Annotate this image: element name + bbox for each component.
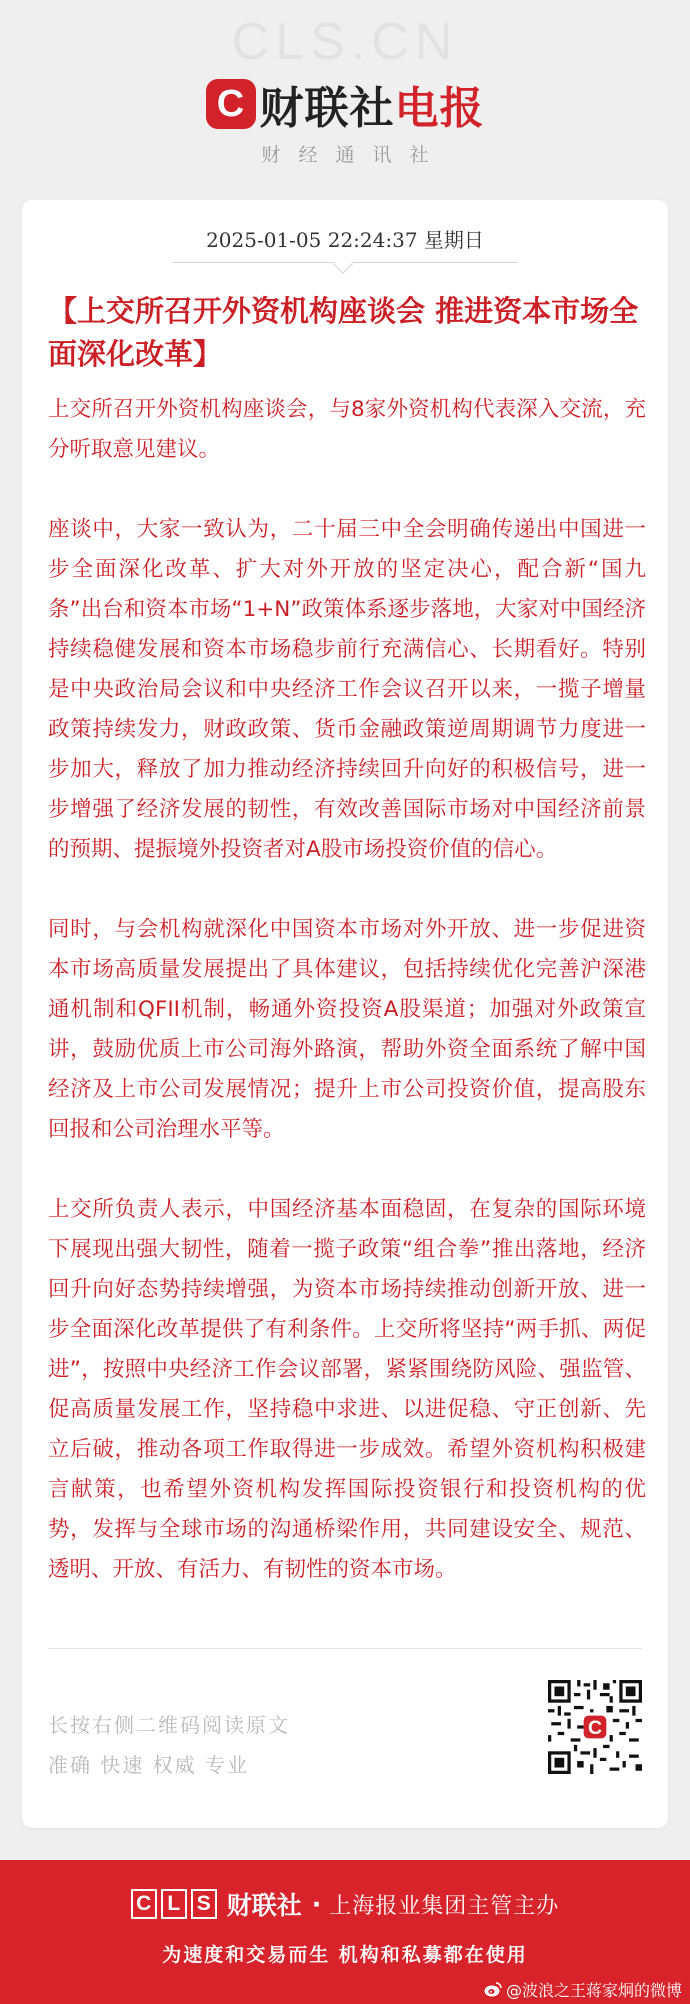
- weibo-handle: @波浪之王蒋家炯的微博: [505, 1981, 682, 2000]
- article-headline: 【上交所召开外资机构座谈会 推进资本市场全面深化改革】: [48, 294, 639, 371]
- logo-telegraph-text: 电报: [394, 83, 485, 134]
- article-paragraph: 上交所召开外资机构座谈会，与8家外资机构代表深入交流，充分听取意见建议。: [48, 397, 646, 462]
- article-card: [22, 200, 668, 1828]
- watermark-cls-cn: CLS.CN: [231, 13, 459, 71]
- cls-letter-boxes: [131, 1889, 217, 1919]
- cls-letter: C: [131, 1889, 157, 1919]
- cls-letter: S: [191, 1889, 217, 1919]
- weibo-watermark: [484, 1978, 682, 2001]
- banner-brand: 财联社: [226, 1891, 302, 1920]
- logo-text: [260, 72, 485, 136]
- article-paragraph: 座谈中，大家一致认为，二十届三中全会明确传递出中国进一步全面深化改革、扩大对外开放的坚定决心，配合新“国九条”出台和资本市场“1+N”政策体系逐步落地，大家对中国经济持续稳健发展和资本市场稳步前行充满信心、长期看好。特别是中央政治局会议和中央经济工作会议召开以来，一揽子增量政策持续发力，财政政策、货币金融政策逆周期调节力度进一步加大，释放了加力推动经济持续回升向好的积极信号，进一步增强了经济发展的韧性，有效改善国际市场对中国经济前景的预期、提振境外投资者对A股市场投资价值的信心。: [48, 517, 646, 862]
- logo-brand-text: 财联社: [259, 83, 395, 134]
- read-original-hint: [48, 1705, 290, 1785]
- slogan-text: 准确 快速 权威 专业: [48, 1753, 250, 1777]
- article-datetime: 2025-01-05 22:24:37 星期日: [206, 228, 484, 252]
- subtitle: 财经通讯社: [261, 144, 447, 166]
- article-paragraph: 上交所负责人表示，中国经济基本面稳固，在复杂的国际环境下展现出强大韧性，随着一揽子政策“组合拳”推出落地，经济回升向好态势持续增强，为资本市场持续推动创新开放、进一步全面深化改革提供了有利条件。上交所将坚持“两手抓、两促进”，按照中央经济工作会议部署，紧紧围绕防风险、强监管、促高质量发展工作，坚持稳中求进、以进促稳、守正创新、先立后破，推动各项工作取得进一步成效。希望外资机构积极建言献策，也希望外资机构发挥国际投资银行和投资机构的优势，发挥与全球市场的沟通桥梁作用，共同建设安全、规范、透明、开放、有活力、有韧性的资本市场。: [48, 1197, 646, 1582]
- banner-tagline: 为速度和交易而生 机构和私募都在使用: [162, 1944, 528, 1966]
- qr-code-icon[interactable]: [548, 1680, 642, 1774]
- cls-logo: [0, 72, 690, 136]
- datetime-notch: [333, 254, 353, 274]
- banner-separator: ·: [311, 1889, 322, 1919]
- banner-organization: 上海报业集团主管主办: [329, 1893, 560, 1919]
- banner-brand-row: [0, 1886, 690, 1922]
- logo-c-icon: C: [206, 79, 256, 129]
- svg-text:C: C: [587, 1716, 603, 1739]
- footer-divider: [48, 1648, 642, 1649]
- cls-letter: L: [161, 1889, 187, 1919]
- read-original-text: 长按右侧二维码阅读原文: [48, 1713, 290, 1737]
- weibo-icon: [484, 1982, 502, 1997]
- article-paragraph: 同时，与会机构就深化中国资本市场对外开放、进一步促进资本市场高质量发展提出了具体建议，包括持续优化完善沪深港通机制和QFII机制，畅通外资投资A股渠道；加强对外政策宣讲，鼓励优质上市公司海外路演，帮助外资全面系统了解中国经济及上市公司发展情况；提升上市公司投资价值，提高股东回报和公司治理水平等。: [48, 917, 646, 1142]
- article-body: [48, 390, 646, 1590]
